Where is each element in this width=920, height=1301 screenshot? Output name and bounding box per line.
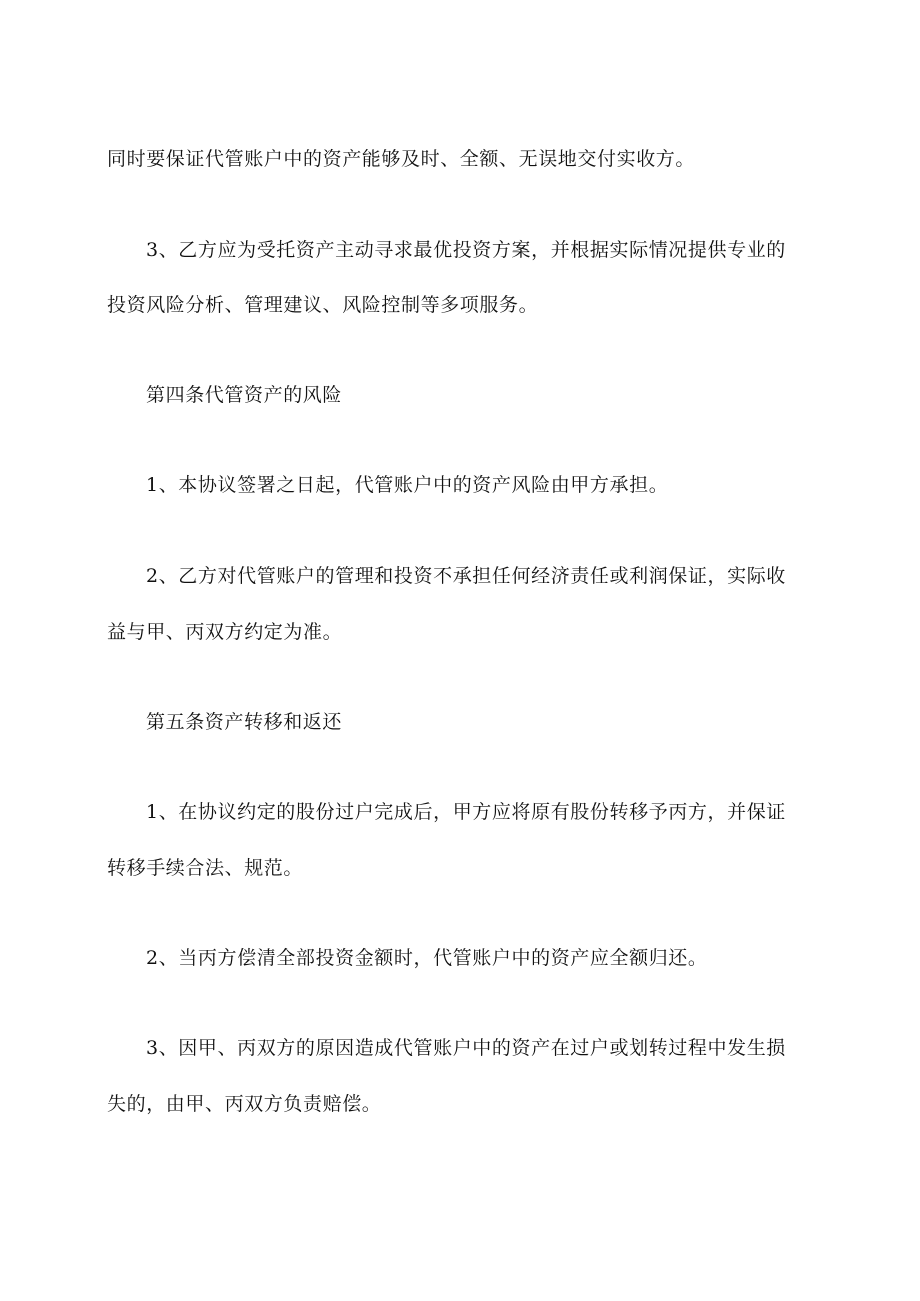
section-5-item-3-line-1: 3、因甲、丙双方的原因造成代管账户中的资产在过户或划转过程中发生损 — [146, 1037, 786, 1059]
text-line-continuation: 同时要保证代管账户中的资产能够及时、全额、无误地交付实收方。 — [107, 148, 696, 170]
section-heading-4: 第四条代管资产的风险 — [146, 384, 343, 406]
section-5-item-1-line-2: 转移手续合法、规范。 — [107, 857, 304, 879]
section-heading-5: 第五条资产转移和返还 — [146, 711, 343, 733]
section-5-item-3-line-2: 失的，由甲、丙双方负责赔偿。 — [107, 1093, 382, 1115]
section-4-item-2-line-2: 益与甲、丙双方约定为准。 — [107, 621, 343, 643]
clause-3-line-1: 3、乙方应为受托资产主动寻求最优投资方案，并根据实际情况提供专业的 — [146, 239, 786, 261]
section-5-item-1-line-1: 1、在协议约定的股份过户完成后，甲方应将原有股份转移予丙方，并保证 — [146, 801, 786, 823]
section-4-item-2-line-1: 2、乙方对代管账户的管理和投资不承担任何经济责任或利润保证，实际收 — [146, 565, 786, 587]
section-5-item-2: 2、当丙方偿清全部投资金额时，代管账户中的资产应全额归还。 — [146, 947, 708, 969]
clause-3-line-2: 投资风险分析、管理建议、风险控制等多项服务。 — [107, 294, 539, 316]
section-4-item-1: 1、本协议签署之日起，代管账户中的资产风险由甲方承担。 — [146, 474, 669, 496]
